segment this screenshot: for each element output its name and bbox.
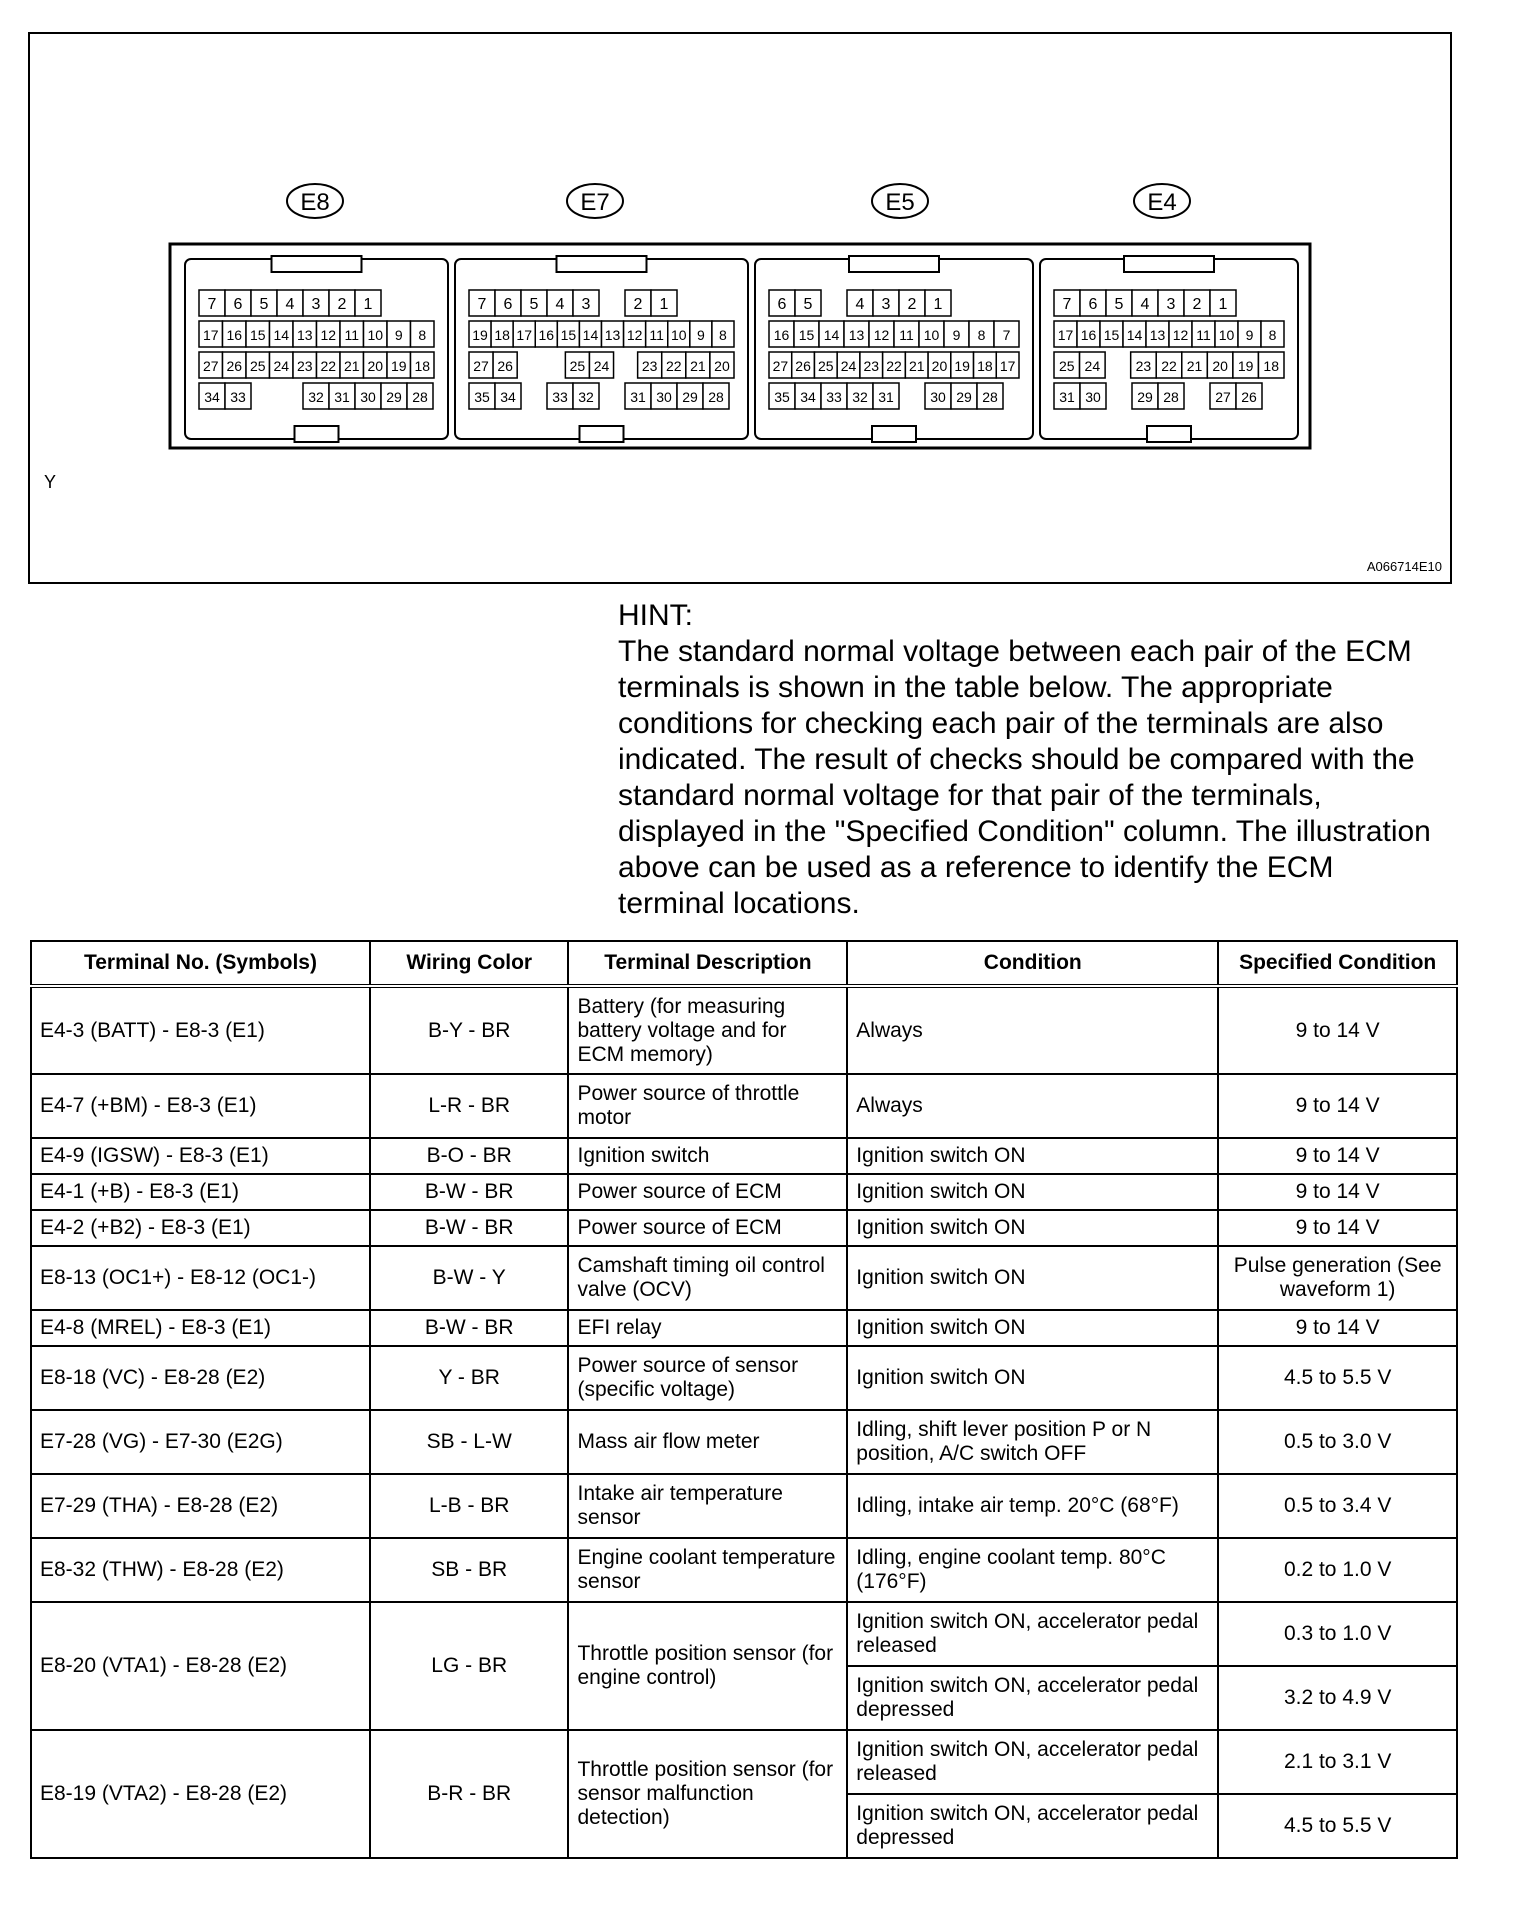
- pin-number: 15: [1103, 327, 1120, 343]
- table-row: [31, 1602, 1457, 1666]
- pin-number: 30: [930, 389, 946, 405]
- cell-wiring-color: B-W - BR: [370, 1210, 569, 1246]
- pin-number: 2: [633, 296, 643, 313]
- cell-condition: Ignition switch ON, accelerator pedal depressed: [847, 1794, 1218, 1858]
- pin-number: 3: [311, 296, 321, 313]
- pin-number: 34: [800, 389, 816, 405]
- pin-number: 17: [1057, 327, 1074, 343]
- cell-wiring-color: B-W - BR: [370, 1310, 569, 1346]
- connector-figure: [28, 32, 1452, 584]
- cell-description: Power source of sensor (specific voltage): [568, 1346, 847, 1410]
- pin-number: 28: [412, 389, 428, 405]
- pin-number: 30: [656, 389, 672, 405]
- pin-number: 28: [982, 389, 998, 405]
- pin-number: 14: [582, 327, 599, 343]
- cell-condition: Ignition switch ON: [847, 1138, 1218, 1174]
- table-row: [31, 1346, 1457, 1410]
- terminal-table: [30, 940, 1458, 1859]
- cell-terminal: E7-28 (VG) - E7-30 (E2G): [31, 1410, 370, 1474]
- pin-number: 3: [1166, 296, 1176, 313]
- pin-number: 18: [1263, 358, 1280, 374]
- cell-wiring-color: LG - BR: [370, 1602, 569, 1730]
- pin-number: 27: [772, 358, 789, 374]
- pin-number: 35: [474, 389, 490, 405]
- pin-number: 33: [230, 389, 246, 405]
- pin-number: 17: [516, 327, 532, 343]
- cell-description: Power source of ECM: [568, 1210, 847, 1246]
- table-row: [31, 1538, 1457, 1602]
- hint-title: HINT:: [618, 599, 693, 632]
- cell-description: Power source of ECM: [568, 1174, 847, 1210]
- table-row: [31, 1074, 1457, 1138]
- table-row: [31, 1410, 1457, 1474]
- pin-number: 30: [1085, 389, 1101, 405]
- pin-number: 9: [952, 327, 961, 343]
- cell-specified: 0.3 to 1.0 V: [1218, 1602, 1457, 1666]
- pin-number: 12: [1172, 327, 1189, 343]
- pin-number: 26: [1241, 389, 1257, 405]
- connector-key: [580, 426, 624, 442]
- cell-terminal: E7-29 (THA) - E8-28 (E2): [31, 1474, 370, 1538]
- pin-number: 7: [1002, 327, 1011, 343]
- pin-number: 6: [1088, 296, 1098, 313]
- cell-condition: Ignition switch ON: [847, 1346, 1218, 1410]
- cell-wiring-color: B-O - BR: [370, 1138, 569, 1174]
- pin-number: 9: [394, 327, 403, 343]
- pin-number: 23: [296, 358, 313, 374]
- cell-terminal: E4-1 (+B) - E8-3 (E1): [31, 1174, 370, 1210]
- cell-specified: 2.1 to 3.1 V: [1218, 1730, 1457, 1794]
- connector-outline: [455, 259, 748, 439]
- cell-specified: 0.5 to 3.4 V: [1218, 1474, 1457, 1538]
- pin-number: 28: [708, 389, 724, 405]
- cell-description: Throttle position sensor (for sensor malfunction detection): [568, 1730, 847, 1858]
- cell-wiring-color: SB - L-W: [370, 1410, 569, 1474]
- pin-number: 10: [1218, 327, 1235, 343]
- cell-specified: 9 to 14 V: [1218, 1074, 1457, 1138]
- pin-number: 11: [1196, 327, 1211, 343]
- pin-number: 24: [273, 358, 290, 374]
- pin-number: 17: [999, 358, 1016, 374]
- pin-number: 22: [320, 358, 337, 374]
- pin-number: 34: [500, 389, 516, 405]
- cell-description: Battery (for measuring battery voltage and for ECM memory): [568, 986, 847, 1074]
- pin-number: 31: [630, 389, 646, 405]
- cell-specified: 4.5 to 5.5 V: [1218, 1794, 1457, 1858]
- pin-number: 23: [863, 358, 880, 374]
- pin-number: 26: [497, 358, 513, 374]
- pin-number: 15: [798, 327, 815, 343]
- cell-description: Mass air flow meter: [568, 1410, 847, 1474]
- connector-latch: [1124, 256, 1214, 272]
- pin-number: 22: [1161, 358, 1177, 374]
- pin-number: 4: [855, 296, 865, 313]
- pin-number: 19: [390, 358, 407, 374]
- cell-condition: Ignition switch ON: [847, 1174, 1218, 1210]
- connector-outline: [755, 259, 1033, 439]
- cell-terminal: E4-2 (+B2) - E8-3 (E1): [31, 1210, 370, 1246]
- cell-condition: Always: [847, 1074, 1218, 1138]
- connector-label: E7: [580, 189, 610, 216]
- table-header-row: [31, 941, 1457, 986]
- header-description: Terminal Description: [568, 941, 847, 986]
- pin-number: 5: [529, 296, 539, 313]
- pin-number: 15: [249, 327, 266, 343]
- pin-number: 29: [682, 389, 698, 405]
- pin-number: 14: [823, 327, 840, 343]
- pin-number: 1: [933, 296, 943, 313]
- pin-number: 1: [363, 296, 373, 313]
- cell-wiring-color: B-R - BR: [370, 1730, 569, 1858]
- pin-number: 23: [1135, 358, 1152, 374]
- cell-description: Engine coolant temperature sensor: [568, 1538, 847, 1602]
- cell-specified: 9 to 14 V: [1218, 1210, 1457, 1246]
- pin-number: 23: [641, 358, 658, 374]
- cell-condition: Ignition switch ON: [847, 1210, 1218, 1246]
- cell-condition: Idling, intake air temp. 20°C (68°F): [847, 1474, 1218, 1538]
- pin-number: 24: [593, 358, 610, 374]
- cell-condition: Ignition switch ON, accelerator pedal depressed: [847, 1666, 1218, 1730]
- pin-number: 6: [233, 296, 243, 313]
- pin-number: 8: [418, 327, 427, 343]
- cell-terminal: E4-3 (BATT) - E8-3 (E1): [31, 986, 370, 1074]
- pin-number: 32: [852, 389, 868, 405]
- pin-number: 22: [665, 358, 682, 374]
- pin-number: 16: [773, 327, 790, 343]
- cell-terminal: E8-32 (THW) - E8-28 (E2): [31, 1538, 370, 1602]
- pin-number: 18: [414, 358, 431, 374]
- pin-number: 14: [273, 327, 290, 343]
- pin-number: 21: [908, 358, 925, 374]
- header-wiring-color: Wiring Color: [370, 941, 569, 986]
- pin-number: 21: [1186, 358, 1203, 374]
- cell-condition: Ignition switch ON: [847, 1246, 1218, 1310]
- pin-number: 25: [1058, 358, 1075, 374]
- pin-number: 10: [367, 327, 384, 343]
- pin-number: 29: [1137, 389, 1153, 405]
- pin-number: 34: [204, 389, 220, 405]
- pin-number: 4: [555, 296, 565, 313]
- pin-number: 8: [977, 327, 986, 343]
- pin-number: 12: [873, 327, 890, 343]
- connector-label: E4: [1147, 189, 1177, 216]
- pin-number: 25: [818, 358, 834, 374]
- pin-number: 9: [696, 327, 705, 343]
- table-row: [31, 1138, 1457, 1174]
- cell-specified: 9 to 14 V: [1218, 1138, 1457, 1174]
- pin-number: 27: [473, 358, 489, 374]
- pin-number: 12: [626, 327, 643, 343]
- pin-number: 18: [977, 358, 993, 374]
- pin-number: 19: [472, 327, 488, 343]
- pin-number: 13: [604, 327, 621, 343]
- cell-description: Throttle position sensor (for engine control): [568, 1602, 847, 1730]
- header-condition: Condition: [847, 941, 1218, 986]
- cell-wiring-color: B-Y - BR: [370, 986, 569, 1074]
- cell-condition: Idling, engine coolant temp. 80°C (176°F): [847, 1538, 1218, 1602]
- table-row: [31, 1474, 1457, 1538]
- cell-wiring-color: B-W - Y: [370, 1246, 569, 1310]
- pin-number: 13: [296, 327, 313, 343]
- header-terminal: Terminal No. (Symbols): [31, 941, 370, 986]
- cell-terminal: E8-20 (VTA1) - E8-28 (E2): [31, 1602, 370, 1730]
- cell-description: Intake air temperature sensor: [568, 1474, 847, 1538]
- header-specified: Specified Condition: [1218, 941, 1457, 986]
- connector-key: [1147, 426, 1191, 442]
- pin-number: 2: [1192, 296, 1202, 313]
- pin-number: 16: [538, 327, 555, 343]
- pin-number: 31: [1059, 389, 1075, 405]
- pin-number: 20: [714, 358, 730, 374]
- pin-number: 14: [1126, 327, 1143, 343]
- cell-specified: 0.5 to 3.0 V: [1218, 1410, 1457, 1474]
- pin-number: 11: [649, 327, 664, 343]
- pin-number: 7: [1062, 296, 1072, 313]
- pin-number: 16: [1080, 327, 1097, 343]
- pin-number: 20: [931, 358, 948, 374]
- pin-number: 21: [690, 358, 706, 374]
- pin-number: 9: [1245, 327, 1254, 343]
- pin-number: 7: [477, 296, 487, 313]
- pin-number: 26: [226, 358, 243, 374]
- pin-number: 3: [581, 296, 591, 313]
- cell-condition: Ignition switch ON: [847, 1310, 1218, 1346]
- pin-number: 27: [1215, 389, 1231, 405]
- table-row: [31, 1174, 1457, 1210]
- cell-specified: 0.2 to 1.0 V: [1218, 1538, 1457, 1602]
- cell-condition: Idling, shift lever position P or N position, A/C switch OFF: [847, 1410, 1218, 1474]
- table-row: [31, 986, 1457, 1074]
- connector-latch: [272, 256, 362, 272]
- pin-number: 2: [907, 296, 917, 313]
- pin-number: 33: [826, 389, 842, 405]
- pin-number: 21: [343, 358, 360, 374]
- cell-wiring-color: Y - BR: [370, 1346, 569, 1410]
- pin-number: 1: [659, 296, 669, 313]
- connector-diagram: [30, 34, 1450, 582]
- connector-latch: [849, 256, 939, 272]
- figure-id: A066714E10: [1366, 559, 1442, 574]
- pin-number: 26: [795, 358, 811, 374]
- cell-description: EFI relay: [568, 1310, 847, 1346]
- pin-number: 10: [671, 327, 687, 343]
- pin-number: 31: [878, 389, 894, 405]
- pin-number: 8: [719, 327, 727, 343]
- connector-label: E5: [885, 189, 915, 216]
- pin-number: 3: [881, 296, 891, 313]
- pin-number: 29: [956, 389, 972, 405]
- pin-number: 25: [569, 358, 586, 374]
- pin-number: 8: [1268, 327, 1277, 343]
- pin-number: 7: [207, 296, 217, 313]
- table-row: [31, 1730, 1457, 1794]
- cell-wiring-color: B-W - BR: [370, 1174, 569, 1210]
- cell-wiring-color: L-R - BR: [370, 1074, 569, 1138]
- pin-number: 4: [285, 296, 295, 313]
- cell-terminal: E8-13 (OC1+) - E8-12 (OC1-): [31, 1246, 370, 1310]
- pin-number: 28: [1163, 389, 1179, 405]
- pin-number: 24: [1084, 358, 1101, 374]
- pin-number: 31: [334, 389, 350, 405]
- cell-specified: 9 to 14 V: [1218, 1174, 1457, 1210]
- pin-number: 1: [1218, 296, 1228, 313]
- cell-terminal: E8-19 (VTA2) - E8-28 (E2): [31, 1730, 370, 1858]
- pin-number: 32: [578, 389, 594, 405]
- pin-number: 19: [954, 358, 970, 374]
- pin-number: 30: [360, 389, 376, 405]
- pin-number: 2: [337, 296, 347, 313]
- cell-terminal: E4-8 (MREL) - E8-3 (E1): [31, 1310, 370, 1346]
- pin-number: 25: [249, 358, 266, 374]
- pin-number: 13: [1149, 327, 1166, 343]
- cell-terminal: E4-7 (+BM) - E8-3 (E1): [31, 1074, 370, 1138]
- pin-number: 5: [1114, 296, 1124, 313]
- pin-number: 19: [1237, 358, 1254, 374]
- cell-description: Power source of throttle motor: [568, 1074, 847, 1138]
- cell-specified: Pulse generation (See waveform 1): [1218, 1246, 1457, 1310]
- cell-description: Camshaft timing oil control valve (OCV): [568, 1246, 847, 1310]
- cell-description: Ignition switch: [568, 1138, 847, 1174]
- connector-outline: [1040, 259, 1298, 439]
- pin-number: 12: [320, 327, 337, 343]
- connector-key: [295, 426, 339, 442]
- cell-wiring-color: L-B - BR: [370, 1474, 569, 1538]
- connector-outline: [185, 259, 448, 439]
- pin-number: 15: [560, 327, 577, 343]
- pin-number: 13: [848, 327, 865, 343]
- cell-condition: Always: [847, 986, 1218, 1074]
- pin-number: 32: [308, 389, 324, 405]
- pin-number: 17: [202, 327, 219, 343]
- cell-specified: 4.5 to 5.5 V: [1218, 1346, 1457, 1410]
- side-label: Y: [44, 472, 57, 492]
- cell-specified: 3.2 to 4.9 V: [1218, 1666, 1457, 1730]
- pin-number: 11: [344, 327, 360, 343]
- pin-number: 35: [774, 389, 790, 405]
- pin-number: 33: [552, 389, 568, 405]
- table-body: [31, 986, 1457, 1858]
- pin-number: 5: [259, 296, 269, 313]
- hint-text: The standard normal voltage between each pair of the ECM terminals is shown in the table below. The appropriate conditions for checking each pair of the terminals are also indicated. The result of checks should be compared with the standard normal voltage for that pair of the terminals, displayed in the "Specified Condition" column. The illustration above can be used as a reference to identify the ECM terminal locations.: [618, 635, 1431, 920]
- pin-number: 10: [923, 327, 940, 343]
- cell-terminal: E4-9 (IGSW) - E8-3 (E1): [31, 1138, 370, 1174]
- cell-specified: 9 to 14 V: [1218, 1310, 1457, 1346]
- connector-label: E8: [300, 189, 330, 216]
- cell-condition: Ignition switch ON, accelerator pedal released: [847, 1730, 1218, 1794]
- pin-number: 6: [777, 296, 787, 313]
- pin-number: 20: [1212, 358, 1228, 374]
- table-row: [31, 1310, 1457, 1346]
- connector-key: [872, 426, 916, 442]
- pin-number: 22: [886, 358, 902, 374]
- cell-condition: Ignition switch ON, accelerator pedal released: [847, 1602, 1218, 1666]
- pin-number: 20: [367, 358, 384, 374]
- pin-number: 24: [840, 358, 857, 374]
- cell-wiring-color: SB - BR: [370, 1538, 569, 1602]
- pin-number: 4: [1140, 296, 1150, 313]
- table-row: [31, 1210, 1457, 1246]
- connector-latch: [557, 256, 647, 272]
- table-row: [31, 1246, 1457, 1310]
- pin-number: 27: [202, 358, 219, 374]
- pin-number: 11: [899, 327, 914, 343]
- pin-number: 18: [494, 327, 510, 343]
- pin-number: 29: [386, 389, 402, 405]
- pin-number: 16: [226, 327, 243, 343]
- pin-number: 5: [803, 296, 813, 313]
- cell-terminal: E8-18 (VC) - E8-28 (E2): [31, 1346, 370, 1410]
- cell-specified: 9 to 14 V: [1218, 986, 1457, 1074]
- hint-block: [618, 598, 1448, 922]
- pin-number: 6: [503, 296, 513, 313]
